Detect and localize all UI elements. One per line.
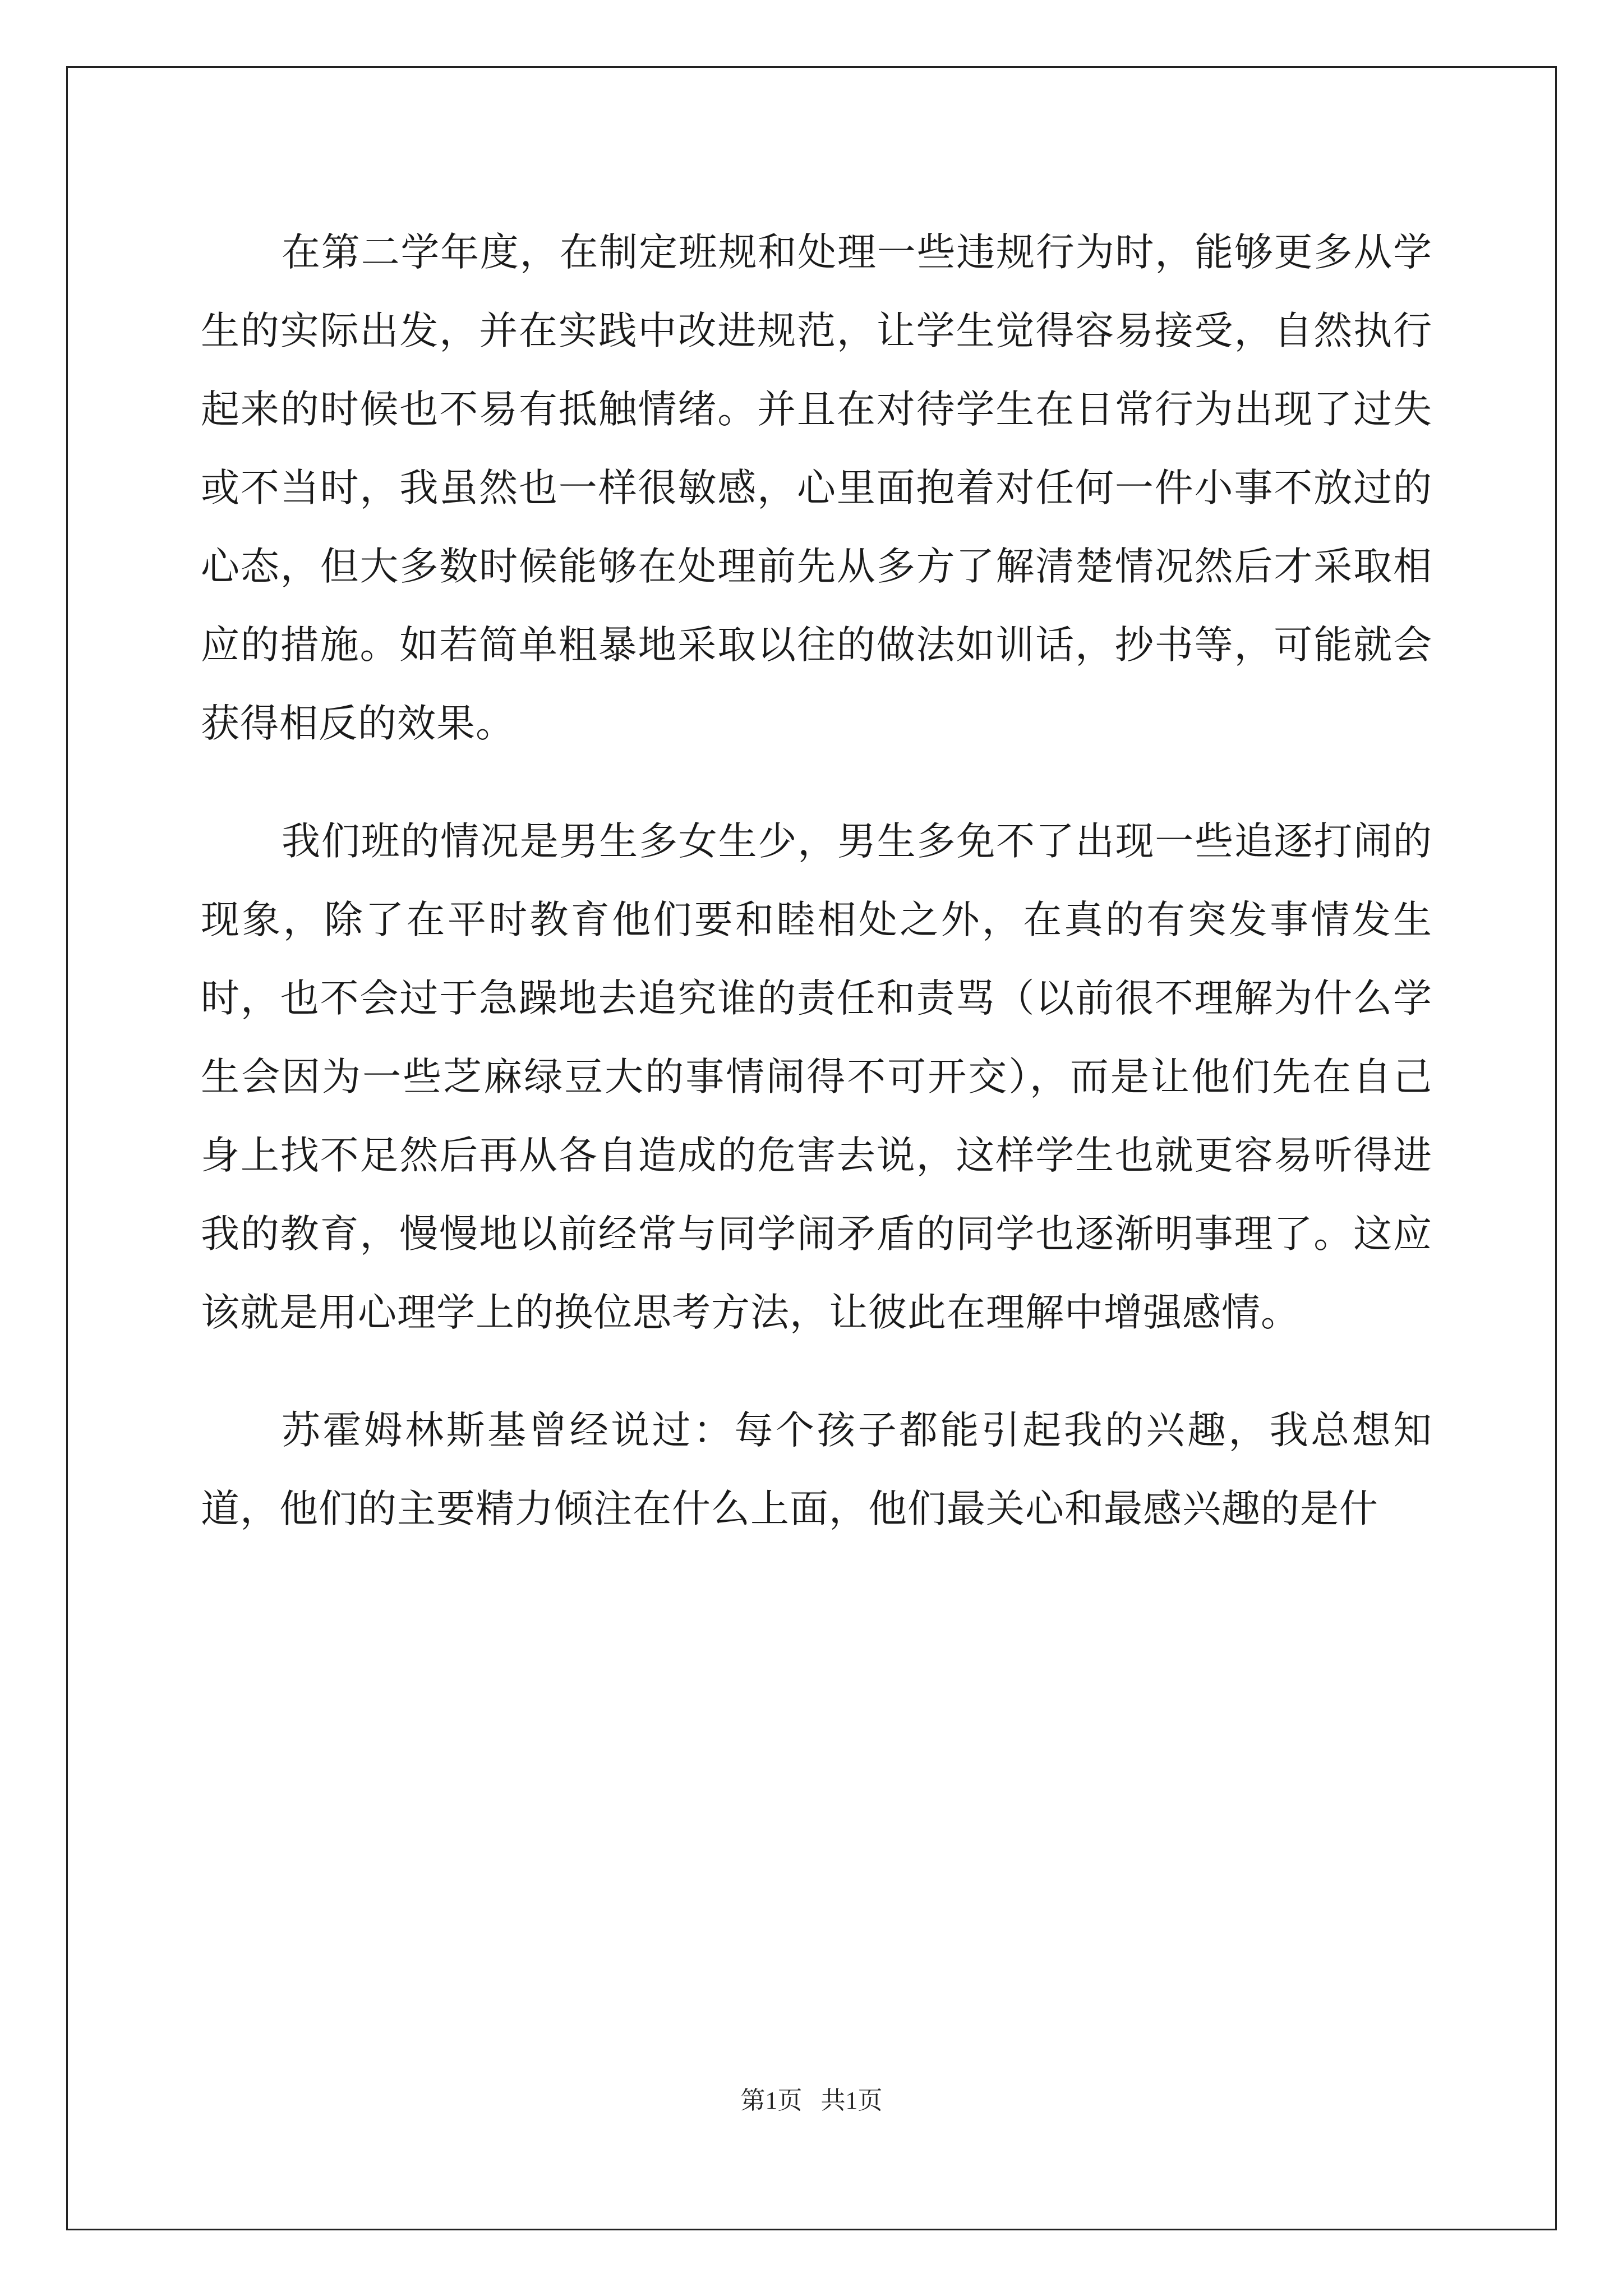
paragraph-2: 我们班的情况是男生多女生少，男生多免不了出现一些追逐打闹的现象，除了在平时教育他们要和睦相处之外，在真的有突发事情发生时，也不会过于急躁地去追究谁的责任和责骂（以前很不理解为什么学生会因为一些芝麻绿豆大的事情闹得不可开交），而是让他们先在自己身上找不足然后再从各自造成的危害去说，这样学生也就更容易听得进我的教育，慢慢地以前经常与同学闹矛盾的同学也逐渐明事理了。这应该就是用心理学上的换位思考方法，让彼此在理解中增强感情。 [201, 819, 1432, 1335]
page-footer [0, 2084, 1623, 2118]
page-total: 共1页 [820, 2087, 883, 2114]
paragraph-3: 苏霍姆林斯基曾经说过：每个孩子都能引起我的兴趣，我总想知道，他们的主要精力倾注在什么上面，他们最关心和最感兴趣的是什 [201, 1408, 1432, 1531]
page-number: 第1页 [740, 2087, 803, 2114]
paragraph-1: 在第二学年度，在制定班规和处理一些违规行为时，能够更多从学生的实际出发，并在实践中改进规范，让学生觉得容易接受，自然执行起来的时候也不易有抵触情绪。并且在对待学生在日常行为出现了过失或不当时，我虽然也一样很敏感，心里面抱着对任何一件小事不放过的心态，但大多数时候能够在处理前先从多方了解清楚情况然后才采取相应的措施。如若简单粗暴地采取以往的做法如训话，抄书等，可能就会获得相反的效果。 [201, 230, 1432, 746]
document-body [201, 213, 1432, 1588]
